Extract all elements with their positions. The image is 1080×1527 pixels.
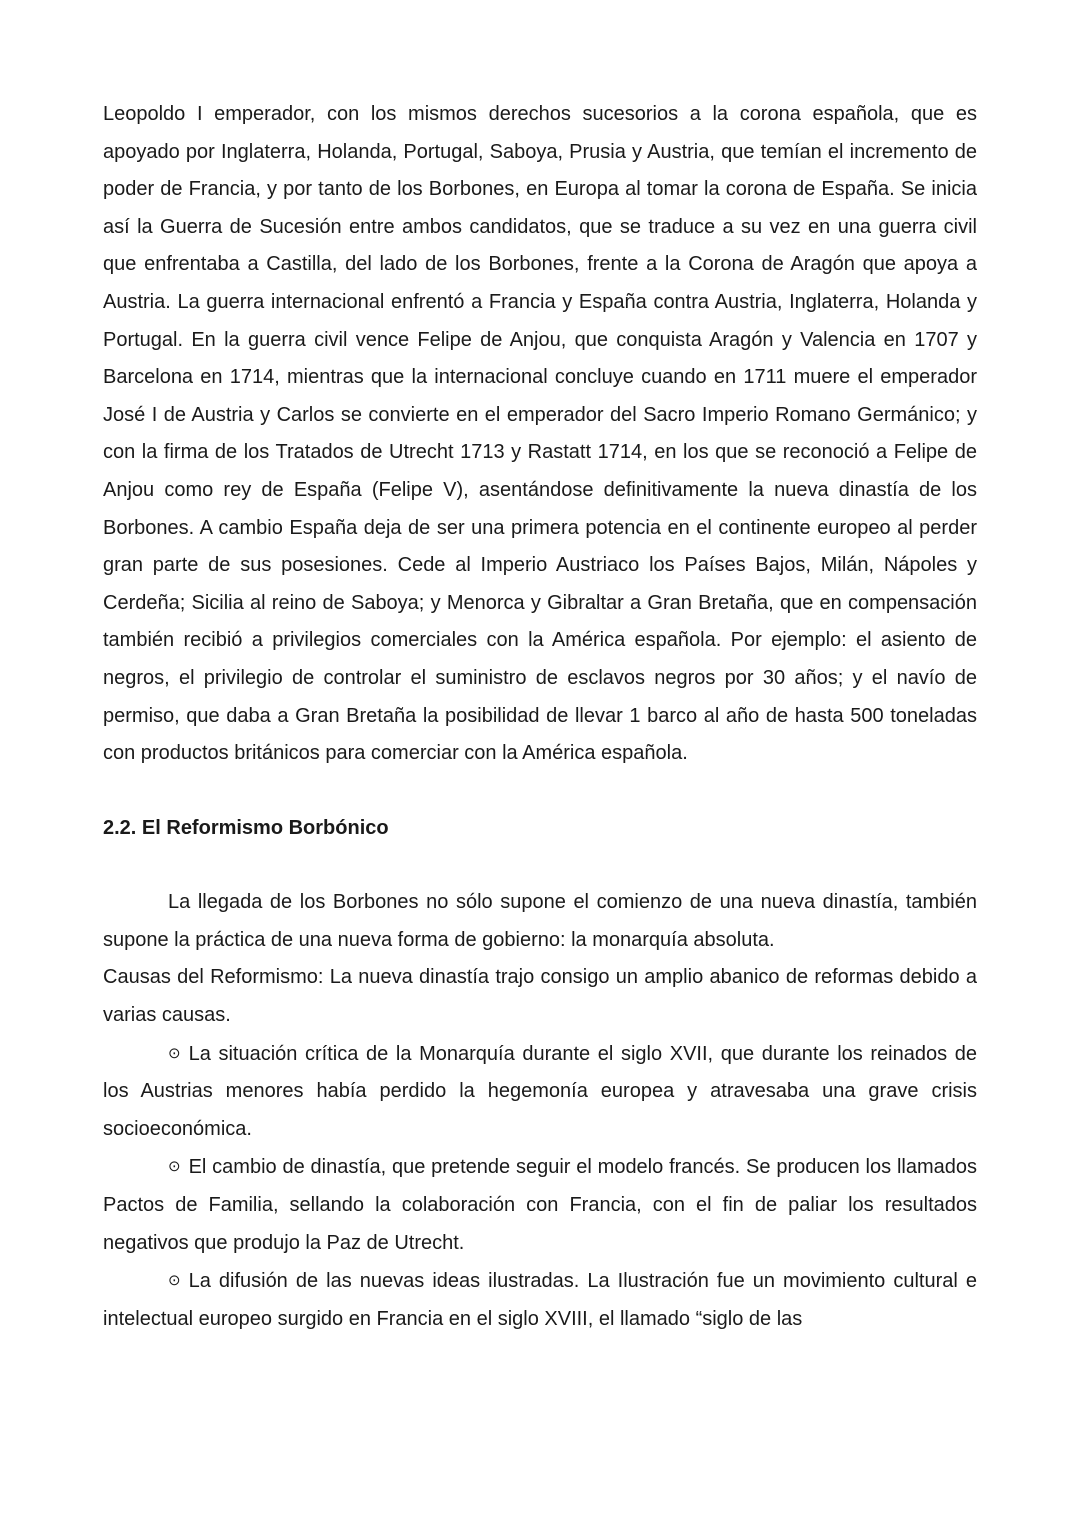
bullet-text: El cambio de dinastía, que pretende seguir el modelo francés. Se producen los llamados Pactos de Familia, sellando la colaboración con Francia, con el fin de paliar los resultados negativos que produjo la Paz de Utrecht.: [103, 1156, 977, 1254]
body-paragraph: La llegada de los Borbones no sólo supone el comienzo de una nueva dinastía, también supone la práctica de una nueva forma de gobierno: la monarquía absoluta.: [103, 891, 977, 951]
bullet-circle-icon: ⊙: [168, 1158, 181, 1176]
section-heading: 2.2. El Reformismo Borbónico: [103, 816, 389, 839]
document-page: [103, 96, 977, 1338]
bullet-text: La situación crítica de la Monarquía durante el siglo XVII, que durante los reinados de los Austrias menores había perdido la hegemonía europea y atravesaba una grave crisis socioeconómica.: [103, 1042, 977, 1140]
bullet-item: [103, 1035, 977, 1149]
body-paragraph: Leopoldo I emperador, con los mismos derechos sucesorios a la corona española, que es apoyado por Inglaterra, Holanda, Portugal, Saboya, Prusia y Austria, que temían el incremento de poder de Francia, y por tanto de los Borbones, en Europa al tomar la corona de España. Se inicia así la Guerra de Sucesión entre ambos candidatos, que se traduce a su vez en una guerra civil que enfrentaba a Castilla, del lado de los Borbones, frente a la Corona de Aragón que apoya a Austria. La guerra internacional enfrentó a Francia y España contra Austria, Inglaterra, Holanda y Portugal. En la guerra civil vence Felipe de Anjou, que conquista Aragón y Valencia en 1707 y Barcelona en 1714, mientras que la internacional concluye cuando en 1711 muere el emperador José I de Austria y Carlos se convierte en el emperador del Sacro Imperio Romano Germánico; y con la firma de los Tratados de Utrecht 1713 y Rastatt 1714, en los que se reconoció a Felipe de Anjou como rey de España (Felipe V), asentándose definitivamente la nueva dinastía de los Borbones. A cambio España deja de ser una primera potencia en el continente europeo al perder gran parte de sus posesiones. Cede al Imperio Austriaco los Países Bajos, Milán, Nápoles y Cerdeña; Sicilia al reino de Saboya; y Menorca y Gibraltar a Gran Bretaña, que en compensación también recibió a privilegios comerciales con la América española. Por ejemplo: el asiento de negros, el privilegio de controlar el suministro de esclavos negros por 30 años; y el navío de permiso, que daba a Gran Bretaña la posibilidad de llevar 1 barco al año de hasta 500 toneladas con productos británicos para comerciar con la América española.: [103, 103, 977, 765]
bullet-circle-icon: ⊙: [168, 1044, 181, 1062]
bullet-text: La difusión de las nuevas ideas ilustradas. La Ilustración fue un movimiento cultural e intelectual europeo surgido en Francia en el siglo XVIII, el llamado “siglo de las: [103, 1270, 977, 1330]
bullet-item: [103, 1262, 977, 1338]
bullet-item: [103, 1148, 977, 1262]
bullet-circle-icon: ⊙: [168, 1272, 181, 1290]
body-paragraph: Causas del Reformismo: La nueva dinastía trajo consigo un amplio abanico de reformas debido a varias causas.: [103, 966, 977, 1027]
